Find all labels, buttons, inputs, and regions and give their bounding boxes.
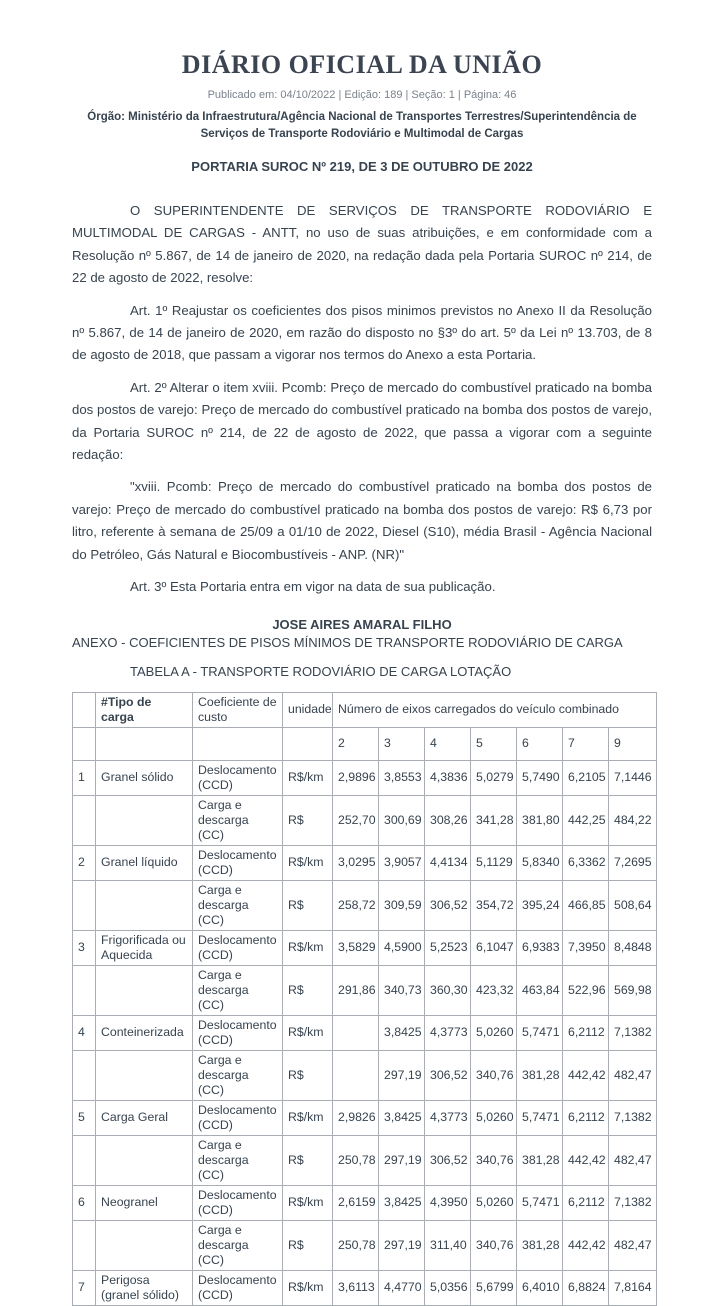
cell-index [73, 1220, 96, 1270]
cell-value: 381,80 [517, 795, 563, 845]
cell-value: 522,96 [563, 965, 609, 1015]
cell-tipo: Perigosa (granel sólido) [96, 1270, 193, 1305]
cell-value: 4,3773 [425, 1100, 471, 1135]
cell-unidade: R$ [283, 1050, 333, 1100]
cell-coeficiente: Deslocamento (CCD) [193, 1100, 283, 1135]
coefficients-table [72, 692, 657, 1306]
cell-value: 5,2523 [425, 930, 471, 965]
table-row [73, 1100, 657, 1135]
cell-value: 463,84 [517, 965, 563, 1015]
cell-value [333, 1050, 379, 1100]
cell-value: 6,2112 [563, 1015, 609, 1050]
cell-value: 6,8824 [563, 1270, 609, 1305]
cell-value: 258,72 [333, 880, 379, 930]
cell-value: 3,0295 [333, 845, 379, 880]
table-row [73, 1050, 657, 1100]
cell-index [73, 965, 96, 1015]
cell-tipo: Frigorificada ou Aquecida [96, 930, 193, 965]
cell-coeficiente: Deslocamento (CCD) [193, 1185, 283, 1220]
table-row [73, 965, 657, 1015]
cell-empty [193, 727, 283, 760]
axle-count: 3 [379, 727, 425, 760]
cell-index [73, 795, 96, 845]
table-row [73, 1220, 657, 1270]
cell-value: 484,22 [609, 795, 657, 845]
cell-index: 2 [73, 845, 96, 880]
cell-unidade: R$/km [283, 930, 333, 965]
cell-unidade: R$/km [283, 1015, 333, 1050]
cell-value: 7,1382 [609, 1015, 657, 1050]
cell-coeficiente: Deslocamento (CCD) [193, 845, 283, 880]
cell-index [73, 1135, 96, 1185]
cell-unidade: R$/km [283, 1270, 333, 1305]
gazette-title: DIÁRIO OFICIAL DA UNIÃO [181, 50, 543, 79]
cell-value: 6,4010 [517, 1270, 563, 1305]
cell-coeficiente: Carga e descarga (CC) [193, 1135, 283, 1185]
axle-count: 6 [517, 727, 563, 760]
organ-info: Órgão: Ministério da Infraestrutura/Agência Nacional de Transportes Terrestres/Superintendência de Serviços de Transporte Rodoviário e Multimodal de Cargas [87, 111, 637, 140]
cell-tipo [96, 880, 193, 930]
cell-value: 4,3950 [425, 1185, 471, 1220]
cell-index: 6 [73, 1185, 96, 1220]
cell-unidade: R$/km [283, 760, 333, 795]
cell-tipo [96, 795, 193, 845]
cell-coeficiente: Carga e descarga (CC) [193, 965, 283, 1015]
cell-value: 381,28 [517, 1135, 563, 1185]
cell-value: 341,28 [471, 795, 517, 845]
axle-count: 7 [563, 727, 609, 760]
cell-value: 5,0260 [471, 1015, 517, 1050]
cell-value: 354,72 [471, 880, 517, 930]
cell-value: 309,59 [379, 880, 425, 930]
cell-value: 297,19 [379, 1135, 425, 1185]
cell-tipo [96, 1135, 193, 1185]
table-body [73, 760, 657, 1305]
cell-value: 6,2112 [563, 1100, 609, 1135]
portaria-heading: PORTARIA SUROC Nº 219, DE 3 DE OUTUBRO DE 2022 [191, 159, 533, 174]
cell-tipo: Conteinerizada [96, 1015, 193, 1050]
cell-value: 5,7471 [517, 1015, 563, 1050]
cell-index: 1 [73, 760, 96, 795]
cell-value: 508,64 [609, 880, 657, 930]
cell-value: 4,5900 [379, 930, 425, 965]
cell-index [73, 880, 96, 930]
cell-index: 4 [73, 1015, 96, 1050]
cell-value: 3,8425 [379, 1015, 425, 1050]
signature-name: JOSE AIRES AMARAL FILHO [272, 616, 452, 632]
cell-value: 297,19 [379, 1050, 425, 1100]
cell-value: 442,42 [563, 1220, 609, 1270]
cell-tipo [96, 1050, 193, 1100]
paragraph-art-2: Art. 2º Alterar o item xviii. Pcomb: Preço de mercado do combustível praticado na bomba dos postos de varejo: Preço de mercado do combustível praticado na bomba dos postos de varejo, da Portaria SUROC nº 214, de 22 de agosto de 2022, que passa a vigorar com a seguinte redação: [72, 379, 652, 463]
cell-value: 291,86 [333, 965, 379, 1015]
cell-value: 3,8425 [379, 1100, 425, 1135]
cell-value: 5,0260 [471, 1100, 517, 1135]
cell-empty [283, 727, 333, 760]
cell-value: 4,3773 [425, 1015, 471, 1050]
cell-unidade: R$ [283, 795, 333, 845]
table-header-row [73, 692, 657, 727]
cell-value: 4,4770 [379, 1270, 425, 1305]
cell-index [73, 1050, 96, 1100]
cell-coeficiente: Deslocamento (CCD) [193, 1015, 283, 1050]
cell-value: 306,52 [425, 880, 471, 930]
paragraph-preamble: O SUPERINTENDENTE DE SERVIÇOS DE TRANSPORTE RODOVIÁRIO E MULTIMODAL DE CARGAS - ANTT, no uso de suas atribuições, e em conformidade com a Resolução nº 5.867, de 14 de janeiro de 2020, na redação dada pela Portaria SUROC nº 214, de 22 de agosto de 2022, resolve: [72, 203, 652, 286]
cell-value: 6,1047 [471, 930, 517, 965]
publication-info: Publicado em: 04/10/2022 | Edição: 189 | Seção: 1 | Página: 46 [207, 89, 517, 101]
cell-value: 340,76 [471, 1220, 517, 1270]
cell-value: 340,76 [471, 1050, 517, 1100]
cell-value: 3,9057 [379, 845, 425, 880]
cell-value: 7,1446 [609, 760, 657, 795]
paragraph-art-1: Art. 1º Reajustar os coeficientes dos pisos minimos previstos no Anexo II da Resolução nº 5.867, de 14 de janeiro de 2020, em razão do disposto no §3º do art. 5º da Lei nº 13.703, de 8 de agosto de 2018, que passam a vigorar nos termos do Anexo a esta Portaria. [72, 302, 652, 363]
cell-value: 5,7471 [517, 1100, 563, 1135]
header-eixos: Número de eixos carregados do veículo combinado [333, 692, 657, 727]
table-title: TABELA A - TRANSPORTE RODOVIÁRIO DE CARGA LOTAÇÃO [130, 663, 512, 679]
cell-unidade: R$/km [283, 1100, 333, 1135]
cell-unidade: R$ [283, 965, 333, 1015]
cell-value: 482,47 [609, 1135, 657, 1185]
paragraph-art-3: Art. 3º Esta Portaria entra em vigor na data de sua publicação. [130, 579, 496, 595]
cell-value: 6,2105 [563, 760, 609, 795]
cell-value: 360,30 [425, 965, 471, 1015]
header-coeficiente: Coeficiente de custo [193, 692, 283, 727]
cell-empty [96, 727, 193, 760]
cell-value: 306,52 [425, 1050, 471, 1100]
cell-unidade: R$ [283, 1135, 333, 1185]
cell-value: 482,47 [609, 1220, 657, 1270]
axle-counts-row [73, 727, 657, 760]
cell-value: 6,9383 [517, 930, 563, 965]
cell-value: 7,8164 [609, 1270, 657, 1305]
cell-tipo: Carga Geral [96, 1100, 193, 1135]
cell-coeficiente: Carga e descarga (CC) [193, 795, 283, 845]
cell-value: 340,76 [471, 1135, 517, 1185]
table-row [73, 1185, 657, 1220]
cell-coeficiente: Deslocamento (CCD) [193, 1270, 283, 1305]
cell-unidade: R$ [283, 1220, 333, 1270]
table-head [73, 692, 657, 760]
table-row [73, 1270, 657, 1305]
cell-value: 466,85 [563, 880, 609, 930]
cell-coeficiente: Deslocamento (CCD) [193, 760, 283, 795]
header-unidade: unidade [283, 692, 333, 727]
table-row [73, 795, 657, 845]
cell-index: 7 [73, 1270, 96, 1305]
cell-value [333, 1015, 379, 1050]
axle-count: 4 [425, 727, 471, 760]
cell-value: 3,5829 [333, 930, 379, 965]
cell-value: 250,78 [333, 1220, 379, 1270]
annex-title: ANEXO - COEFICIENTES DE PISOS MÍNIMOS DE TRANSPORTE RODOVIÁRIO DE CARGA [72, 634, 623, 650]
cell-value: 442,42 [563, 1135, 609, 1185]
table-row [73, 845, 657, 880]
cell-empty [73, 727, 96, 760]
cell-value: 381,28 [517, 1050, 563, 1100]
cell-value: 5,7471 [517, 1185, 563, 1220]
cell-value: 4,3836 [425, 760, 471, 795]
cell-unidade: R$/km [283, 1185, 333, 1220]
axle-count: 9 [609, 727, 657, 760]
cell-tipo [96, 1220, 193, 1270]
cell-value: 340,73 [379, 965, 425, 1015]
cell-value: 5,1129 [471, 845, 517, 880]
cell-value: 7,1382 [609, 1185, 657, 1220]
cell-value: 2,9826 [333, 1100, 379, 1135]
cell-value: 7,1382 [609, 1100, 657, 1135]
table-row [73, 760, 657, 795]
cell-tipo [96, 965, 193, 1015]
cell-value: 7,2695 [609, 845, 657, 880]
cell-value: 300,69 [379, 795, 425, 845]
cell-coeficiente: Carga e descarga (CC) [193, 880, 283, 930]
paragraph-quote-xviii: "xviii. Pcomb: Preço de mercado do combustível praticado na bomba dos postos de varejo: Preço de mercado do combustível praticado na bomba dos postos de varejo: R$ 6,73 por litro, referente à semana de 25/09 a 01/10 de 2022, Diesel (S10), média Brasil - Agência Nacional do Petróleo, Gás Natural e Biocombustíveis - ANP. (NR)" [72, 479, 652, 562]
cell-value: 6,3362 [563, 845, 609, 880]
cell-value: 252,70 [333, 795, 379, 845]
cell-value: 482,47 [609, 1050, 657, 1100]
cell-value: 4,4134 [425, 845, 471, 880]
cell-value: 2,6159 [333, 1185, 379, 1220]
axle-count: 2 [333, 727, 379, 760]
cell-value: 395,24 [517, 880, 563, 930]
table-row [73, 1135, 657, 1185]
header-tipo-de-carga: #Tipo de carga [96, 692, 193, 727]
cell-value: 569,98 [609, 965, 657, 1015]
cell-value: 3,6113 [333, 1270, 379, 1305]
cell-tipo: Neogranel [96, 1185, 193, 1220]
cell-value: 3,8425 [379, 1185, 425, 1220]
cell-index: 3 [73, 930, 96, 965]
table-row [73, 880, 657, 930]
cell-value: 297,19 [379, 1220, 425, 1270]
table-row [73, 930, 657, 965]
cell-unidade: R$/km [283, 845, 333, 880]
cell-coeficiente: Carga e descarga (CC) [193, 1220, 283, 1270]
cell-value: 442,25 [563, 795, 609, 845]
cell-coeficiente: Carga e descarga (CC) [193, 1050, 283, 1100]
cell-value: 311,40 [425, 1220, 471, 1270]
cell-value: 306,52 [425, 1135, 471, 1185]
cell-value: 6,2112 [563, 1185, 609, 1220]
cell-value: 8,4848 [609, 930, 657, 965]
cell-value: 5,6799 [471, 1270, 517, 1305]
cell-unidade: R$ [283, 880, 333, 930]
cell-value: 7,3950 [563, 930, 609, 965]
cell-value: 3,8553 [379, 760, 425, 795]
cell-value: 308,26 [425, 795, 471, 845]
table-row [73, 1015, 657, 1050]
cell-index: 5 [73, 1100, 96, 1135]
cell-value: 5,7490 [517, 760, 563, 795]
cell-tipo: Granel líquido [96, 845, 193, 880]
cell-tipo: Granel sólido [96, 760, 193, 795]
cell-value: 5,0356 [425, 1270, 471, 1305]
cell-index-header [73, 692, 96, 727]
cell-value: 250,78 [333, 1135, 379, 1185]
cell-value: 442,42 [563, 1050, 609, 1100]
cell-value: 5,8340 [517, 845, 563, 880]
cell-value: 423,32 [471, 965, 517, 1015]
cell-value: 2,9896 [333, 760, 379, 795]
axle-count: 5 [471, 727, 517, 760]
cell-value: 5,0260 [471, 1185, 517, 1220]
cell-coeficiente: Deslocamento (CCD) [193, 930, 283, 965]
cell-value: 381,28 [517, 1220, 563, 1270]
cell-value: 5,0279 [471, 760, 517, 795]
